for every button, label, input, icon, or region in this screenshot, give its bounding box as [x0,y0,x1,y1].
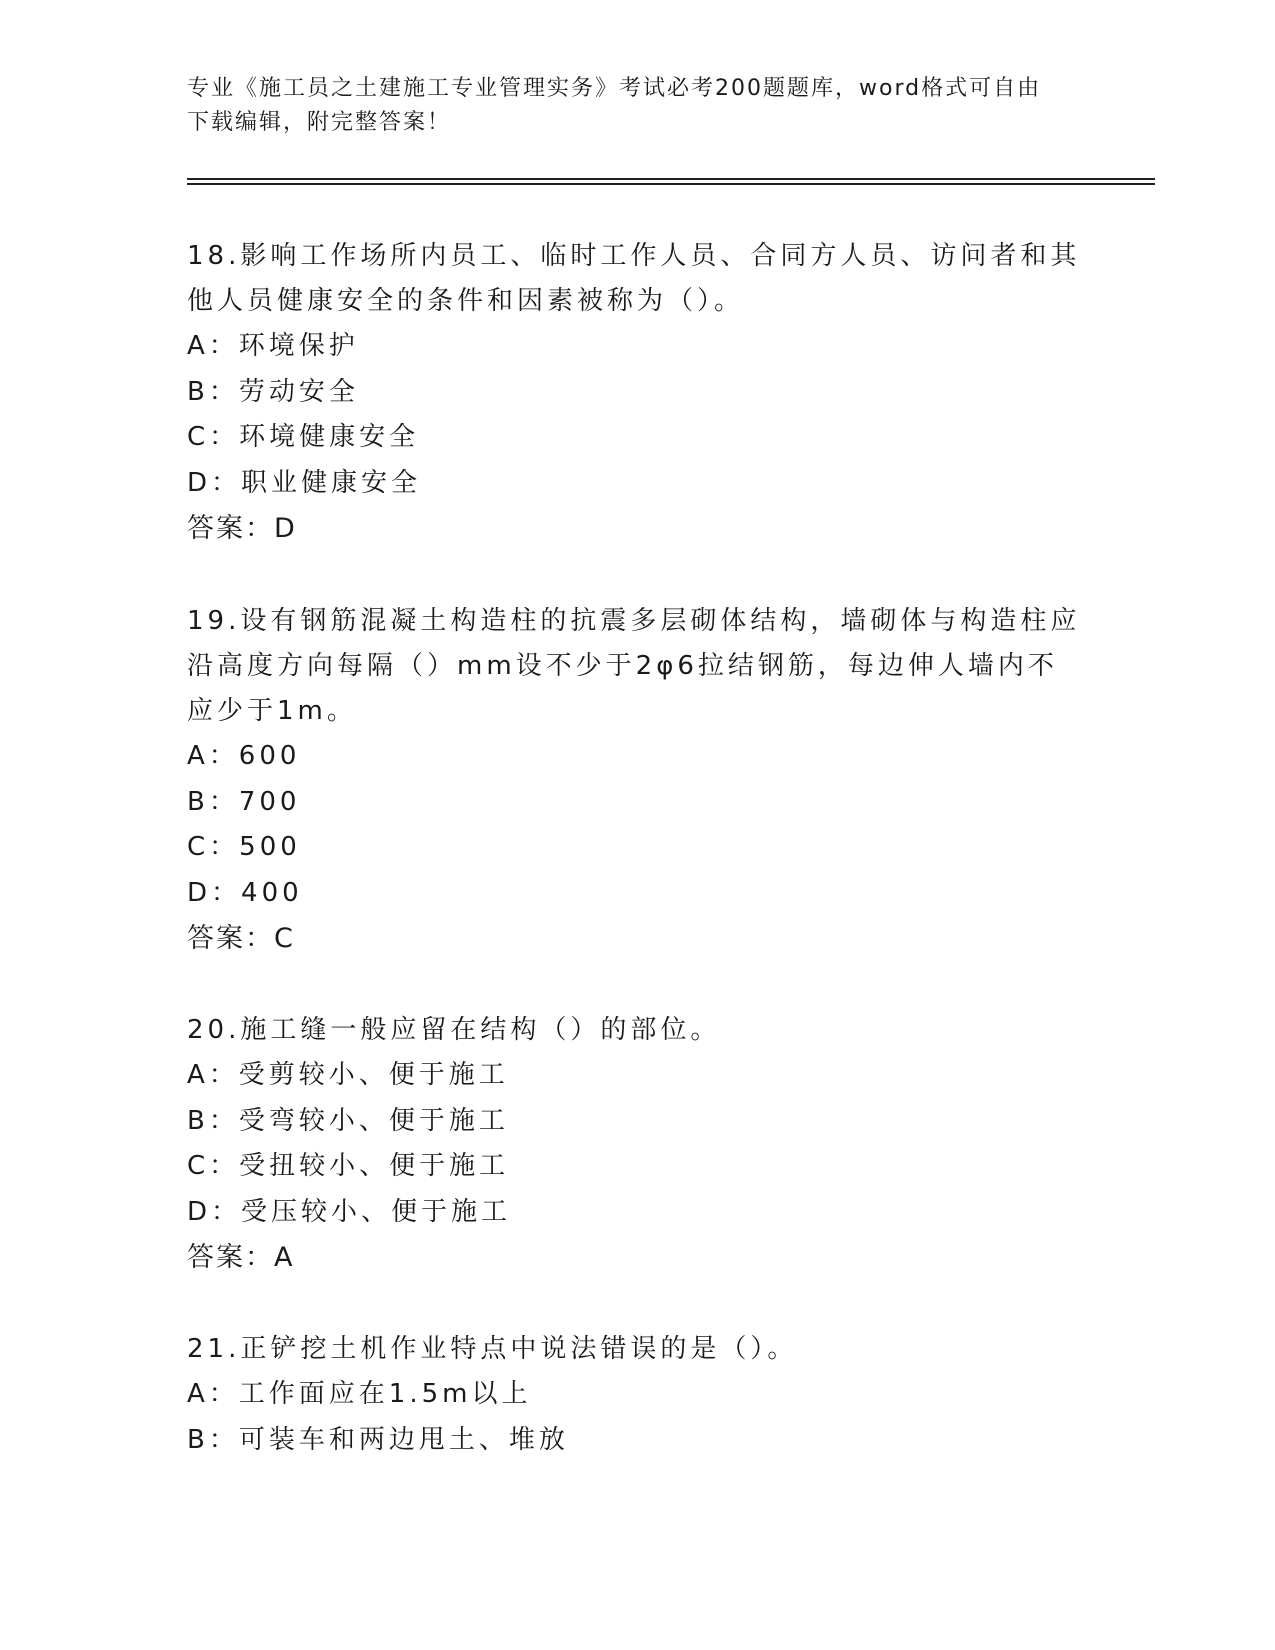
option-c: C：500 [187,832,301,862]
option-b: B：可装车和两边甩土、堆放 [187,1424,569,1455]
answer: 答案：D [187,513,297,544]
option-d: D：受压较小、便于施工 [187,1196,512,1227]
question-text: 20.施工缝一般应留在结构（）的部位。 [187,1015,721,1045]
question-20 [187,1008,1087,1280]
option-c: C：环境健康安全 [187,422,420,452]
option-c: C：受扭较小、便于施工 [187,1151,510,1181]
option-d: D：400 [187,877,303,908]
question-text: 18.影响工作场所内员工、临时工作人员、合同方人员、访问者和其他人员健康安全的条件和因素被称为（）。 [187,241,1081,316]
answer: 答案：A [187,1242,295,1273]
option-a: A：受剪较小、便于施工 [187,1060,509,1090]
answer: 答案：C [187,923,295,954]
option-b: B：受弯较小、便于施工 [187,1105,509,1136]
option-b: B：700 [187,786,301,817]
option-b: B：劳动安全 [187,376,359,407]
option-a: A：工作面应在1.5m以上 [187,1379,532,1409]
option-a: A：600 [187,741,301,771]
question-21 [187,1327,1087,1463]
question-text: 21.正铲挖土机作业特点中说法错误的是（）。 [187,1334,798,1364]
header-divider-top [187,178,1155,180]
document-header: 专业《施工员之土建施工专业管理实务》考试必考200题题库，word格式可自由 下载编辑，附完整答案！ [187,76,1042,135]
question-text: 19.设有钢筋混凝土构造柱的抗震多层砌体结构，墙砌体与构造柱应沿高度方向每隔（）mm设不少于2φ6拉结钢筋，每边伸人墙内不应少于1m。 [187,606,1081,726]
question-19 [187,599,1087,961]
option-d: D：职业健康安全 [187,467,422,498]
header-divider-bottom [187,183,1155,185]
option-a: A：环境保护 [187,331,359,361]
question-18 [187,234,1087,551]
